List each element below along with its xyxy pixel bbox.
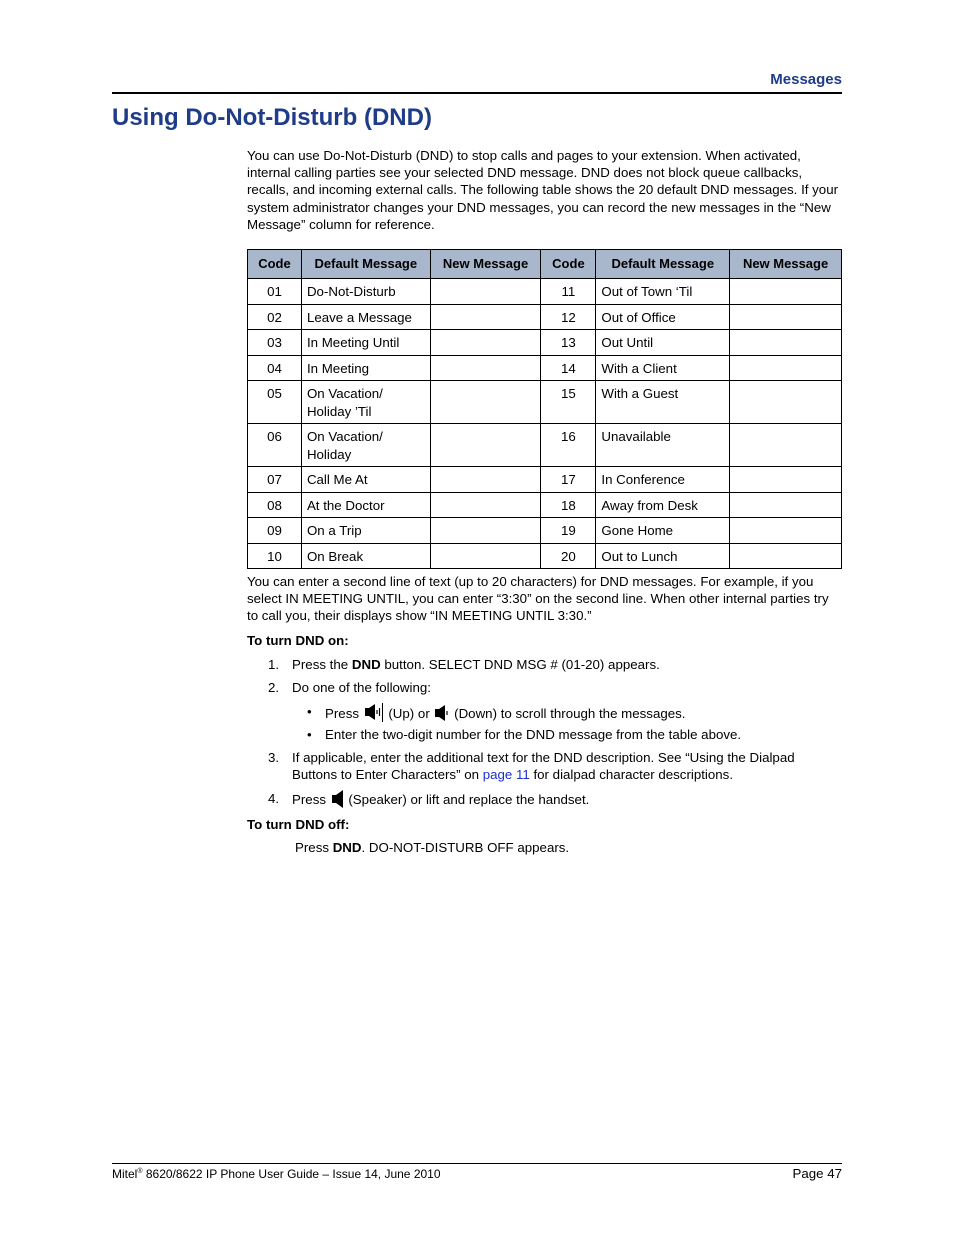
message-line: On Vacation/	[306, 429, 383, 444]
default-message-cell	[301, 279, 430, 305]
new-message-cell	[730, 330, 842, 356]
default-message-cell: With a Client	[596, 355, 730, 381]
default-message-cell: Out Until	[596, 330, 730, 356]
new-message-cell	[730, 279, 842, 305]
default-message-cell: Gone Home	[596, 518, 730, 544]
intro-paragraph: You can use Do-Not-Disturb (DND) to stop calls and pages to your extension. When activated, internal calling parties see your selected DND message. DND does not block queue callbacks, recalls, and incoming external calls. The following table shows the 20 default DND messages. If your system administrator changes your DND messages, you can record the new messages in the “New Message” column for reference.	[247, 148, 839, 232]
step-text-part: If applicable, enter the additional text for the DND description. See “Using the Dialpad Buttons to Enter Characters” on	[292, 750, 795, 783]
table-row	[248, 518, 842, 544]
step-text-part: Press the	[292, 657, 352, 672]
new-message-cell	[430, 279, 541, 305]
message-line: At the Doctor	[306, 497, 385, 513]
message-line: Do-Not-Disturb	[306, 284, 396, 299]
table-header-row	[248, 250, 842, 279]
footer-text: 8620/8622 IP Phone User Guide – Issue 14, June 2010	[142, 1167, 441, 1181]
new-message-cell	[730, 381, 842, 424]
column-header: Default Message	[301, 250, 430, 279]
code-cell: 03	[248, 330, 302, 356]
message-line: Call Me At	[306, 472, 368, 487]
default-message-cell	[301, 518, 430, 544]
column-header: New Message	[430, 250, 541, 279]
page-number: Page 47	[792, 1166, 842, 1181]
bullet-text-part: (Down) to scroll through the messages.	[450, 706, 686, 721]
speaker-icon	[331, 790, 344, 812]
new-message-cell	[730, 518, 842, 544]
turn-off-instruction	[295, 840, 569, 855]
bullet-text-part: Press	[325, 706, 363, 721]
step-text-part: for dialpad character descriptions.	[529, 767, 734, 783]
default-message-cell: With a Guest	[596, 381, 730, 424]
default-message-cell	[301, 355, 430, 381]
step-number: 2.	[268, 680, 280, 695]
code-cell: 11	[541, 279, 596, 305]
header-rule	[112, 92, 842, 94]
running-header: Messages	[770, 71, 842, 88]
code-cell: 19	[541, 518, 596, 544]
step-text-part: button. SELECT DND MSG # (01-20) appears.	[380, 657, 660, 672]
step-text	[292, 656, 842, 673]
default-message-cell	[301, 424, 430, 467]
message-line: In Meeting	[306, 360, 370, 376]
volume-down-icon	[434, 704, 449, 726]
table-row	[248, 355, 842, 381]
code-cell: 15	[541, 381, 596, 424]
default-message-cell	[301, 543, 430, 569]
column-header: New Message	[730, 250, 842, 279]
new-message-cell	[430, 330, 541, 356]
table-row	[248, 279, 842, 305]
default-message-cell: Away from Desk	[596, 492, 730, 518]
footer-rule	[112, 1163, 842, 1164]
bullet-text	[325, 703, 835, 726]
new-message-cell	[430, 543, 541, 569]
message-line: On Vacation/	[306, 386, 383, 401]
code-cell: 06	[248, 424, 302, 467]
code-cell: 04	[248, 355, 302, 381]
code-cell: 05	[248, 381, 302, 424]
footer-doc-title	[112, 1167, 441, 1181]
code-cell: 09	[248, 518, 302, 544]
message-line: On Break	[306, 548, 364, 564]
volume-up-icon	[364, 703, 384, 726]
table-row	[248, 543, 842, 569]
default-message-cell	[301, 492, 430, 518]
new-message-cell	[430, 424, 541, 467]
table-body	[248, 279, 842, 569]
default-message-cell: Out of Town ‘Til	[596, 279, 730, 305]
table-row	[248, 424, 842, 467]
table-row	[248, 492, 842, 518]
step-number: 4.	[268, 791, 280, 806]
table-row	[248, 330, 842, 356]
default-message-cell: Out to Lunch	[596, 543, 730, 569]
step-text-part: (Speaker) or lift and replace the handset.	[344, 792, 590, 807]
bullet-text: Enter the two-digit number for the DND message from the table above.	[325, 727, 742, 742]
step-text	[292, 790, 842, 812]
new-message-cell	[730, 424, 842, 467]
code-cell: 12	[541, 304, 596, 330]
default-message-cell: Out of Office	[596, 304, 730, 330]
code-cell: 13	[541, 330, 596, 356]
default-message-cell	[301, 330, 430, 356]
default-message-cell	[301, 467, 430, 493]
dnd-key-name: DND	[332, 840, 362, 855]
step-number: 1.	[268, 657, 280, 672]
instruction-text-part: Press	[295, 840, 333, 855]
new-message-cell	[730, 304, 842, 330]
new-message-cell	[730, 543, 842, 569]
default-message-cell: Unavailable	[596, 424, 730, 467]
code-cell: 10	[248, 543, 302, 569]
new-message-cell	[730, 492, 842, 518]
code-cell: 14	[541, 355, 596, 381]
new-message-cell	[430, 355, 541, 381]
new-message-cell	[430, 381, 541, 424]
dnd-messages-table	[247, 249, 842, 569]
turn-off-label: To turn DND off:	[247, 817, 350, 832]
new-message-cell	[430, 467, 541, 493]
code-cell: 07	[248, 467, 302, 493]
page-title: Using Do-Not-Disturb (DND)	[112, 104, 432, 131]
code-cell: 08	[248, 492, 302, 518]
step-text-part: Press	[292, 792, 330, 807]
footer-brand: Mitel	[112, 1167, 138, 1181]
message-line: Leave a Message	[306, 309, 412, 325]
bullet-dot: •	[307, 704, 312, 719]
dnd-key-name: DND	[351, 657, 381, 672]
instruction-text-part: . DO-NOT-DISTURB OFF appears.	[361, 840, 570, 855]
code-cell: 17	[541, 467, 596, 493]
turn-on-label: To turn DND on:	[247, 633, 349, 648]
registered-mark: ®	[137, 1168, 143, 1175]
table-row	[248, 304, 842, 330]
message-line: On a Trip	[306, 523, 362, 538]
bullet-dot: •	[307, 727, 312, 742]
step-text: Do one of the following:	[292, 680, 431, 695]
default-message-cell	[301, 304, 430, 330]
code-cell: 20	[541, 543, 596, 569]
message-line: Holiday ’Til	[306, 403, 372, 419]
bullet-text-part: (Up) or	[384, 706, 434, 721]
code-cell: 02	[248, 304, 302, 330]
default-message-cell: In Conference	[596, 467, 730, 493]
new-message-cell	[730, 467, 842, 493]
message-line: In Meeting Until	[306, 335, 400, 350]
new-message-cell	[430, 492, 541, 518]
step-number: 3.	[268, 750, 280, 765]
table-row	[248, 467, 842, 493]
second-line-paragraph: You can enter a second line of text (up to 20 characters) for DND messages. For example, if you select IN MEETING UNTIL, you can enter “3:30” on the second line. When other internal parties try to call you, their displays show “IN MEETING UNTIL 3:30.”	[247, 574, 829, 624]
message-line: Holiday	[306, 446, 352, 462]
new-message-cell	[430, 518, 541, 544]
code-cell: 18	[541, 492, 596, 518]
code-cell: 01	[248, 279, 302, 305]
column-header: Code	[541, 250, 596, 279]
table-row	[248, 381, 842, 424]
new-message-cell	[430, 304, 541, 330]
code-cell: 16	[541, 424, 596, 467]
column-header: Code	[248, 250, 302, 279]
page-11-link[interactable]: page 11	[482, 767, 530, 783]
new-message-cell	[730, 355, 842, 381]
column-header: Default Message	[596, 250, 730, 279]
step-text	[292, 749, 842, 783]
default-message-cell	[301, 381, 430, 424]
